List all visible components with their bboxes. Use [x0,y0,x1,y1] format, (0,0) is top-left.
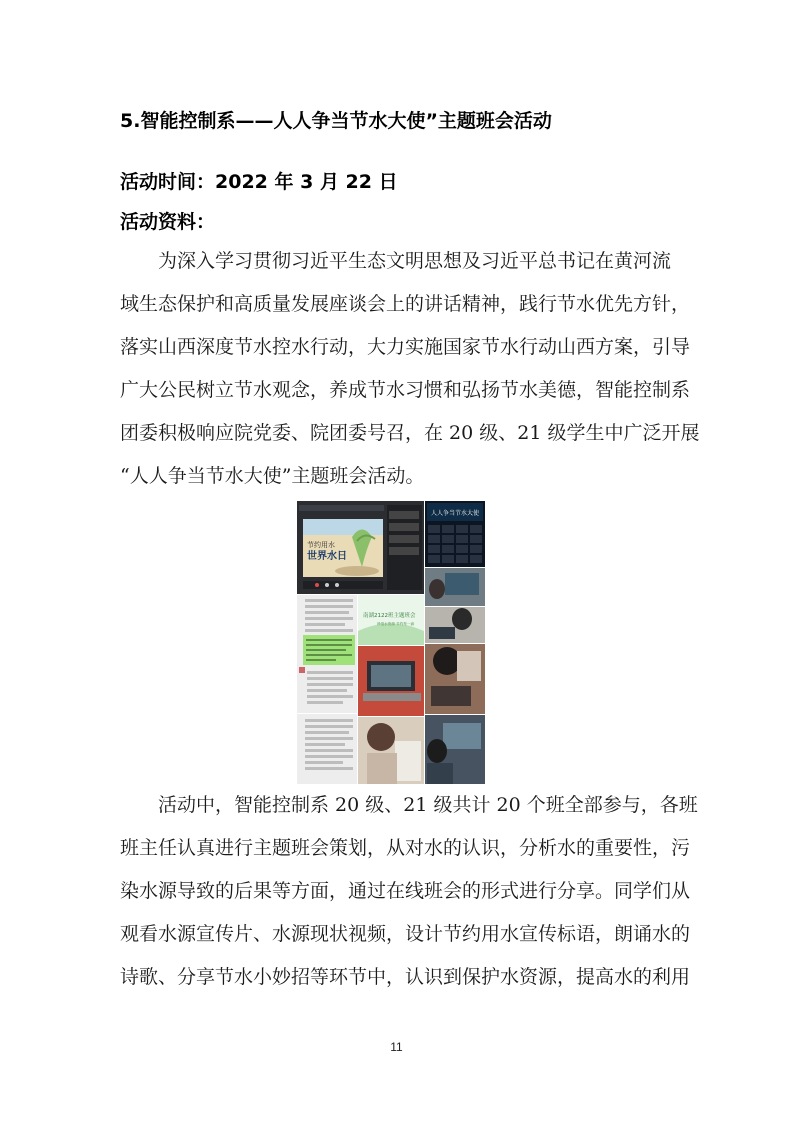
paragraph-line: 域生态保护和高质量发展座谈会上的讲话精神，践行节水优先方针， [120,293,691,315]
activity-photo-collage [297,501,485,784]
page-number: 11 [390,1040,403,1054]
paragraph-line: 染水源导致的后果等方面，通过在线班会的形式进行分享。同学们从 [120,880,691,902]
green-card-title: 南湖2122班主题班会 [363,613,416,619]
activity-time: 活动时间：2022 年 3 月 22 日 [120,171,398,193]
paragraph-line: “人人争当节水大使”主题班会活动。 [120,465,425,487]
intro-paragraph [120,240,700,498]
collage-image [297,501,485,784]
paragraph-line: 诗歌、分享节水小妙招等环节中，认识到保护水资源，提高水的利用 [120,966,691,988]
section-title: 5.智能控制系——人人争当节水大使”主题班会活动 [120,110,552,132]
paragraph-line: 活动中，智能控制系 20 级、21 级共计 20 个班全部参与，各班 [158,794,698,816]
materials-label: 活动资料： [120,211,216,233]
slide-small-caption: 节约用水 [307,541,335,549]
paragraph-line: 观看水源宣传片、水源现状视频，设计节约用水宣传标语，朗诵水的 [120,923,691,945]
paragraph-line: 班主任认真进行主题班会策划，从对水的认识，分析水的重要性，污 [120,837,691,859]
meeting-banner: 人人争当节水大使 [431,510,480,517]
activity-paragraph [120,784,698,999]
paragraph-line: 落实山西深度节水控水行动，大力实施国家节水行动山西方案，引导 [120,336,691,358]
green-card-subtitle: 珍惜水资源 节约每一滴 [377,622,415,626]
paragraph-line: 为深入学习贯彻习近平生态文明思想及习近平总书记在黄河流 [158,250,672,272]
paragraph-line: 团委积极响应院党委、院团委号召，在 20 级、21 级学生中广泛开展 [120,422,700,444]
paragraph-line: 广大公民树立节水观念，养成节水习惯和弘扬节水美德，智能控制系 [120,379,691,401]
slide-caption: 世界水日 [307,551,347,562]
